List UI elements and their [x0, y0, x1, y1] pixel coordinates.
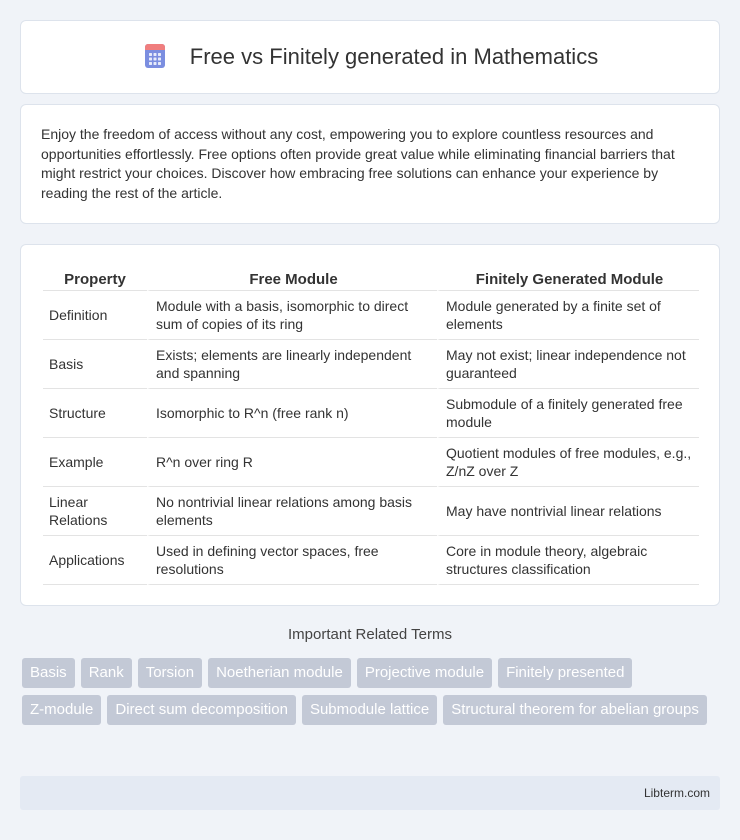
- table-cell-finitely-generated: May have nontrivial linear relations: [437, 487, 699, 536]
- table-header-row: [43, 265, 699, 291]
- related-term-tag[interactable]: Structural theorem for abelian groups: [443, 695, 707, 725]
- table-cell-free: Exists; elements are linearly independent and spanning: [147, 340, 437, 389]
- table-cell-property: Structure: [43, 389, 147, 438]
- column-header-free-module: Free Module: [147, 265, 437, 291]
- related-term-tag[interactable]: Finitely presented: [498, 658, 632, 688]
- page-header: [20, 20, 720, 94]
- table-cell-property: Basis: [43, 340, 147, 389]
- table-cell-free: Isomorphic to R^n (free rank n): [147, 389, 437, 438]
- calculator-icon: [142, 43, 168, 69]
- column-header-finitely-generated: Finitely Generated Module: [437, 265, 699, 291]
- table-cell-free: No nontrivial linear relations among basis elements: [147, 487, 437, 536]
- table-cell-property: Definition: [43, 291, 147, 340]
- table-row: [43, 536, 699, 585]
- table-cell-free: Used in defining vector spaces, free resolutions: [147, 536, 437, 585]
- intro-section: [20, 104, 720, 224]
- table-row: [43, 340, 699, 389]
- related-term-tag[interactable]: Torsion: [138, 658, 202, 688]
- table-cell-property: Example: [43, 438, 147, 487]
- page-title: Free vs Finitely generated in Mathematics: [189, 44, 599, 69]
- table-row: [43, 487, 699, 536]
- intro-text: Enjoy the freedom of access without any cost, empowering you to explore countless resources and opportunities effortlessly. Free options often provide great value while eliminating financial barriers that might restrict your choices. Discover how embracing free solutions can enhance your experience by reading the rest of the article.: [41, 126, 675, 201]
- table-row: [43, 438, 699, 487]
- comparison-table: [43, 265, 699, 585]
- footer: [20, 776, 720, 810]
- table-cell-property: Linear Relations: [43, 487, 147, 536]
- related-term-tag[interactable]: Basis: [22, 658, 75, 688]
- table-cell-finitely-generated: Module generated by a finite set of elements: [437, 291, 699, 340]
- related-term-tag[interactable]: Projective module: [357, 658, 492, 688]
- table-row: [43, 291, 699, 340]
- related-term-tag[interactable]: Submodule lattice: [302, 695, 437, 725]
- related-term-tag[interactable]: Z-module: [22, 695, 101, 725]
- footer-site-link[interactable]: Libterm.com: [643, 786, 710, 800]
- comparison-table-card: [20, 244, 720, 606]
- table-cell-finitely-generated: May not exist; linear independence not guaranteed: [437, 340, 699, 389]
- table-cell-free: R^n over ring R: [147, 438, 437, 487]
- table-row: [43, 389, 699, 438]
- table-cell-property: Applications: [43, 536, 147, 585]
- related-terms-list: [22, 658, 722, 732]
- table-cell-finitely-generated: Core in module theory, algebraic structures classification: [437, 536, 699, 585]
- related-terms-title: Important Related Terms: [288, 626, 452, 643]
- table-cell-finitely-generated: Quotient modules of free modules, e.g., Z/nZ over Z: [437, 438, 699, 487]
- related-term-tag[interactable]: Rank: [81, 658, 132, 688]
- related-term-tag[interactable]: Noetherian module: [208, 658, 351, 688]
- column-header-property: Property: [43, 265, 147, 291]
- table-cell-finitely-generated: Submodule of a finitely generated free module: [437, 389, 699, 438]
- related-term-tag[interactable]: Direct sum decomposition: [107, 695, 296, 725]
- table-cell-free: Module with a basis, isomorphic to direct sum of copies of its ring: [147, 291, 437, 340]
